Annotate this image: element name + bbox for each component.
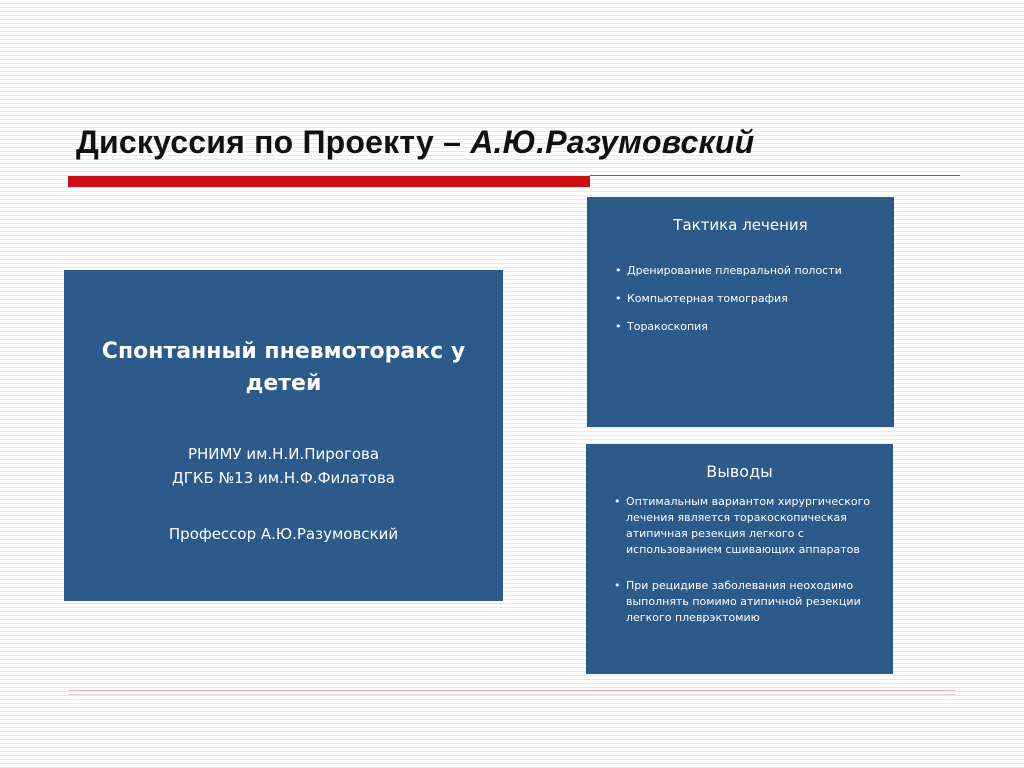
results-list-item (616, 578, 877, 626)
title-underline-thin (590, 175, 960, 176)
results-list (616, 494, 877, 626)
tactics-heading: Тактика лечения (673, 216, 808, 234)
tactics-list (617, 263, 878, 335)
results-list-item (616, 494, 877, 558)
tactics-list-item (617, 319, 878, 335)
results-item-text: При рецидиве заболевания неоходимо выполнять помимо атипичной резекции легкого плеврэктомию (626, 579, 861, 624)
results-item-text: Оптимальным вариантом хирургического лечения является торакоскопическая атипичная резекция легкого с использованием сшивающих аппаратов (626, 495, 871, 556)
tactics-list-item (617, 291, 878, 307)
institution-line-1: РНИМУ им.Н.И.Пирогова (187, 445, 380, 463)
bullet-icon: • (615, 264, 622, 277)
tactics-item-text: Торакоскопия (627, 320, 708, 333)
results-heading: Выводы (706, 462, 773, 481)
bullet-icon: • (614, 495, 621, 508)
footer-divider (68, 690, 956, 691)
footer-divider-secondary (68, 694, 956, 695)
main-slide-title: Спонтанный пневмоторакс у детей (101, 339, 466, 396)
bullet-icon: • (614, 579, 621, 592)
tactics-item-text: Компьютерная томография (627, 292, 788, 305)
slide-title-main: Дискуссия по Проекту – (76, 124, 471, 160)
main-slide-thumbnail (64, 270, 503, 601)
tactics-item-text: Дренирование плевральной полости (627, 264, 842, 277)
professor-line: Профессор А.Ю.Разумовский (168, 525, 399, 543)
tactics-slide-thumbnail (587, 197, 894, 427)
slide-title (76, 124, 754, 161)
bullet-icon: • (615, 292, 622, 305)
tactics-list-item (617, 263, 878, 279)
results-slide-thumbnail (586, 444, 893, 674)
bullet-icon: • (615, 320, 622, 333)
institution-line-2: ДГКБ №13 им.Н.Ф.Филатова (172, 469, 395, 487)
title-underline-red (68, 176, 590, 187)
slide-title-author: А.Ю.Разумовский (470, 124, 755, 160)
